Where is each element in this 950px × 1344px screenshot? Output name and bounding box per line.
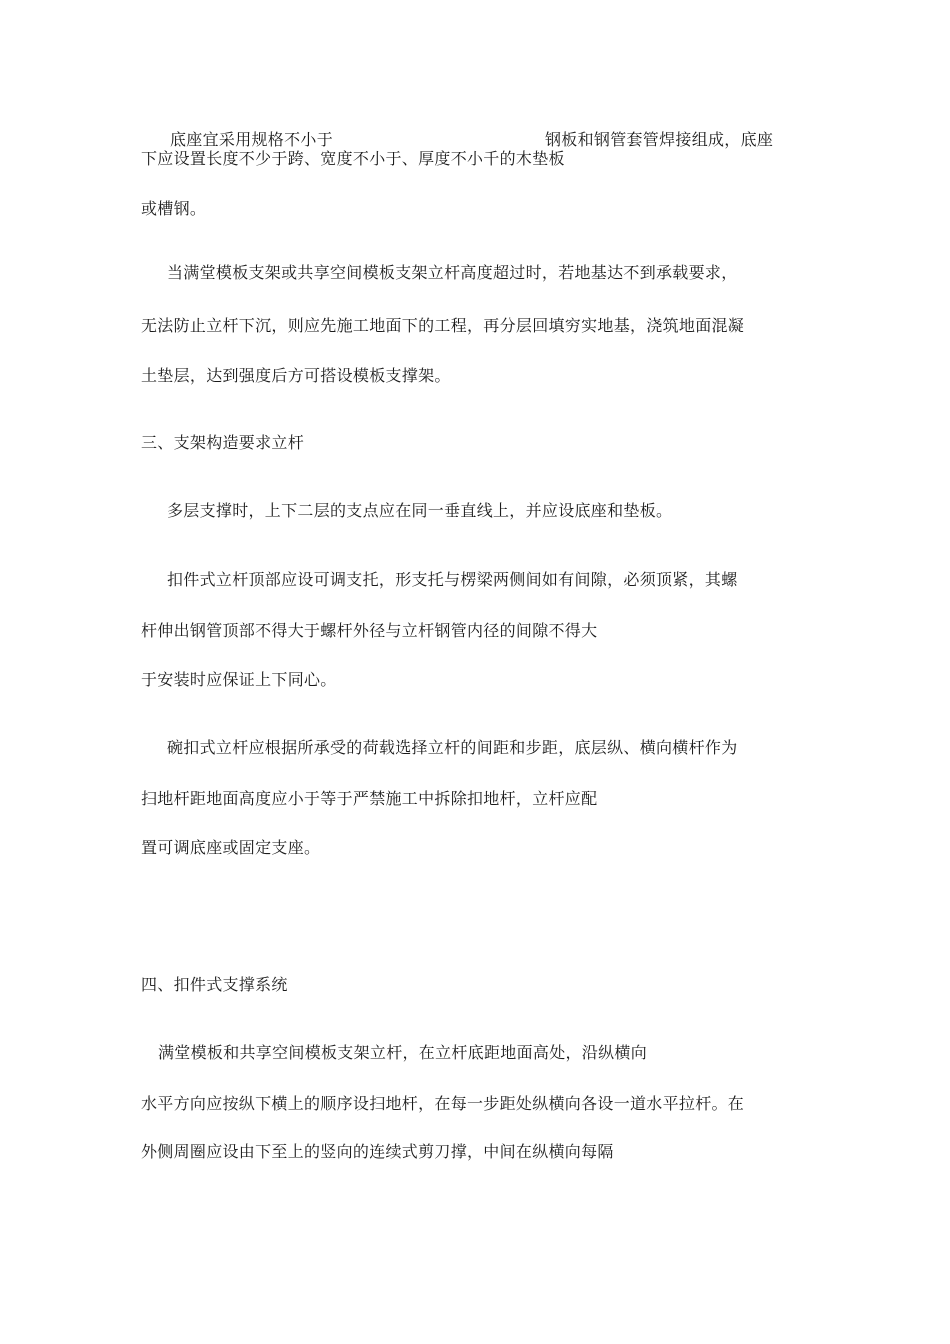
paragraph-line: 扣件式立杆顶部应设可调支托，形支托与楞梁两侧间如有间隙，必须顶紧，其螺 <box>167 570 738 589</box>
paragraph-line: 多层支撑时，上下二层的支点应在同一垂直线上，并应设底座和垫板。 <box>167 501 673 520</box>
paragraph-line: 无法防止立杆下沉，则应先施工地面下的工程，再分层回填穷实地基，浇筑地面混凝 <box>141 316 745 335</box>
clipped-text-fragment: 钢板和钢管套管焊接组成，底座 <box>545 130 774 149</box>
paragraph-line: 碗扣式立杆应根据所承受的荷载选择立杆的间距和步距，底层纵、横向横杆作为 <box>167 738 738 757</box>
clipped-text-fragment: 底座宜采用规格不小于 <box>170 130 334 149</box>
section-heading: 三、支架构造要求立杆 <box>141 433 305 452</box>
paragraph-line: 下应设置长度不少于跨、宽度不小于、厚度不小千的木垫板 <box>141 149 565 168</box>
paragraph-line: 扫地杆距地面高度应小于等于严禁施工中拆除扣地杆，立杆应配 <box>141 789 598 808</box>
paragraph-line: 或槽钢。 <box>141 199 207 218</box>
section-heading: 四、扣件式支撑系统 <box>141 975 288 994</box>
paragraph-line: 水平方向应按纵下横上的顺序设扫地杆，在每一步距处纵横向各设一道水平拉杆。在 <box>141 1094 745 1113</box>
paragraph-line: 杆伸出钢管顶部不得大于螺杆外径与立杆钢管内径的间隙不得大 <box>141 621 598 640</box>
paragraph-line: 当满堂模板支架或共享空间模板支架立杆高度超过时，若地基达不到承载要求， <box>167 263 738 282</box>
paragraph-line: 外侧周圈应设由下至上的竖向的连续式剪刀撑，中间在纵横向每隔 <box>141 1142 614 1161</box>
paragraph-line: 土垫层，达到强度后方可搭设模板支撑架。 <box>141 366 451 385</box>
paragraph-line: 置可调底座或固定支座。 <box>141 838 321 857</box>
paragraph-line: 于安装时应保证上下同心。 <box>141 670 337 689</box>
paragraph-line: 满堂模板和共享空间模板支架立杆，在立杆底距地面高处，沿纵横向 <box>158 1043 648 1062</box>
